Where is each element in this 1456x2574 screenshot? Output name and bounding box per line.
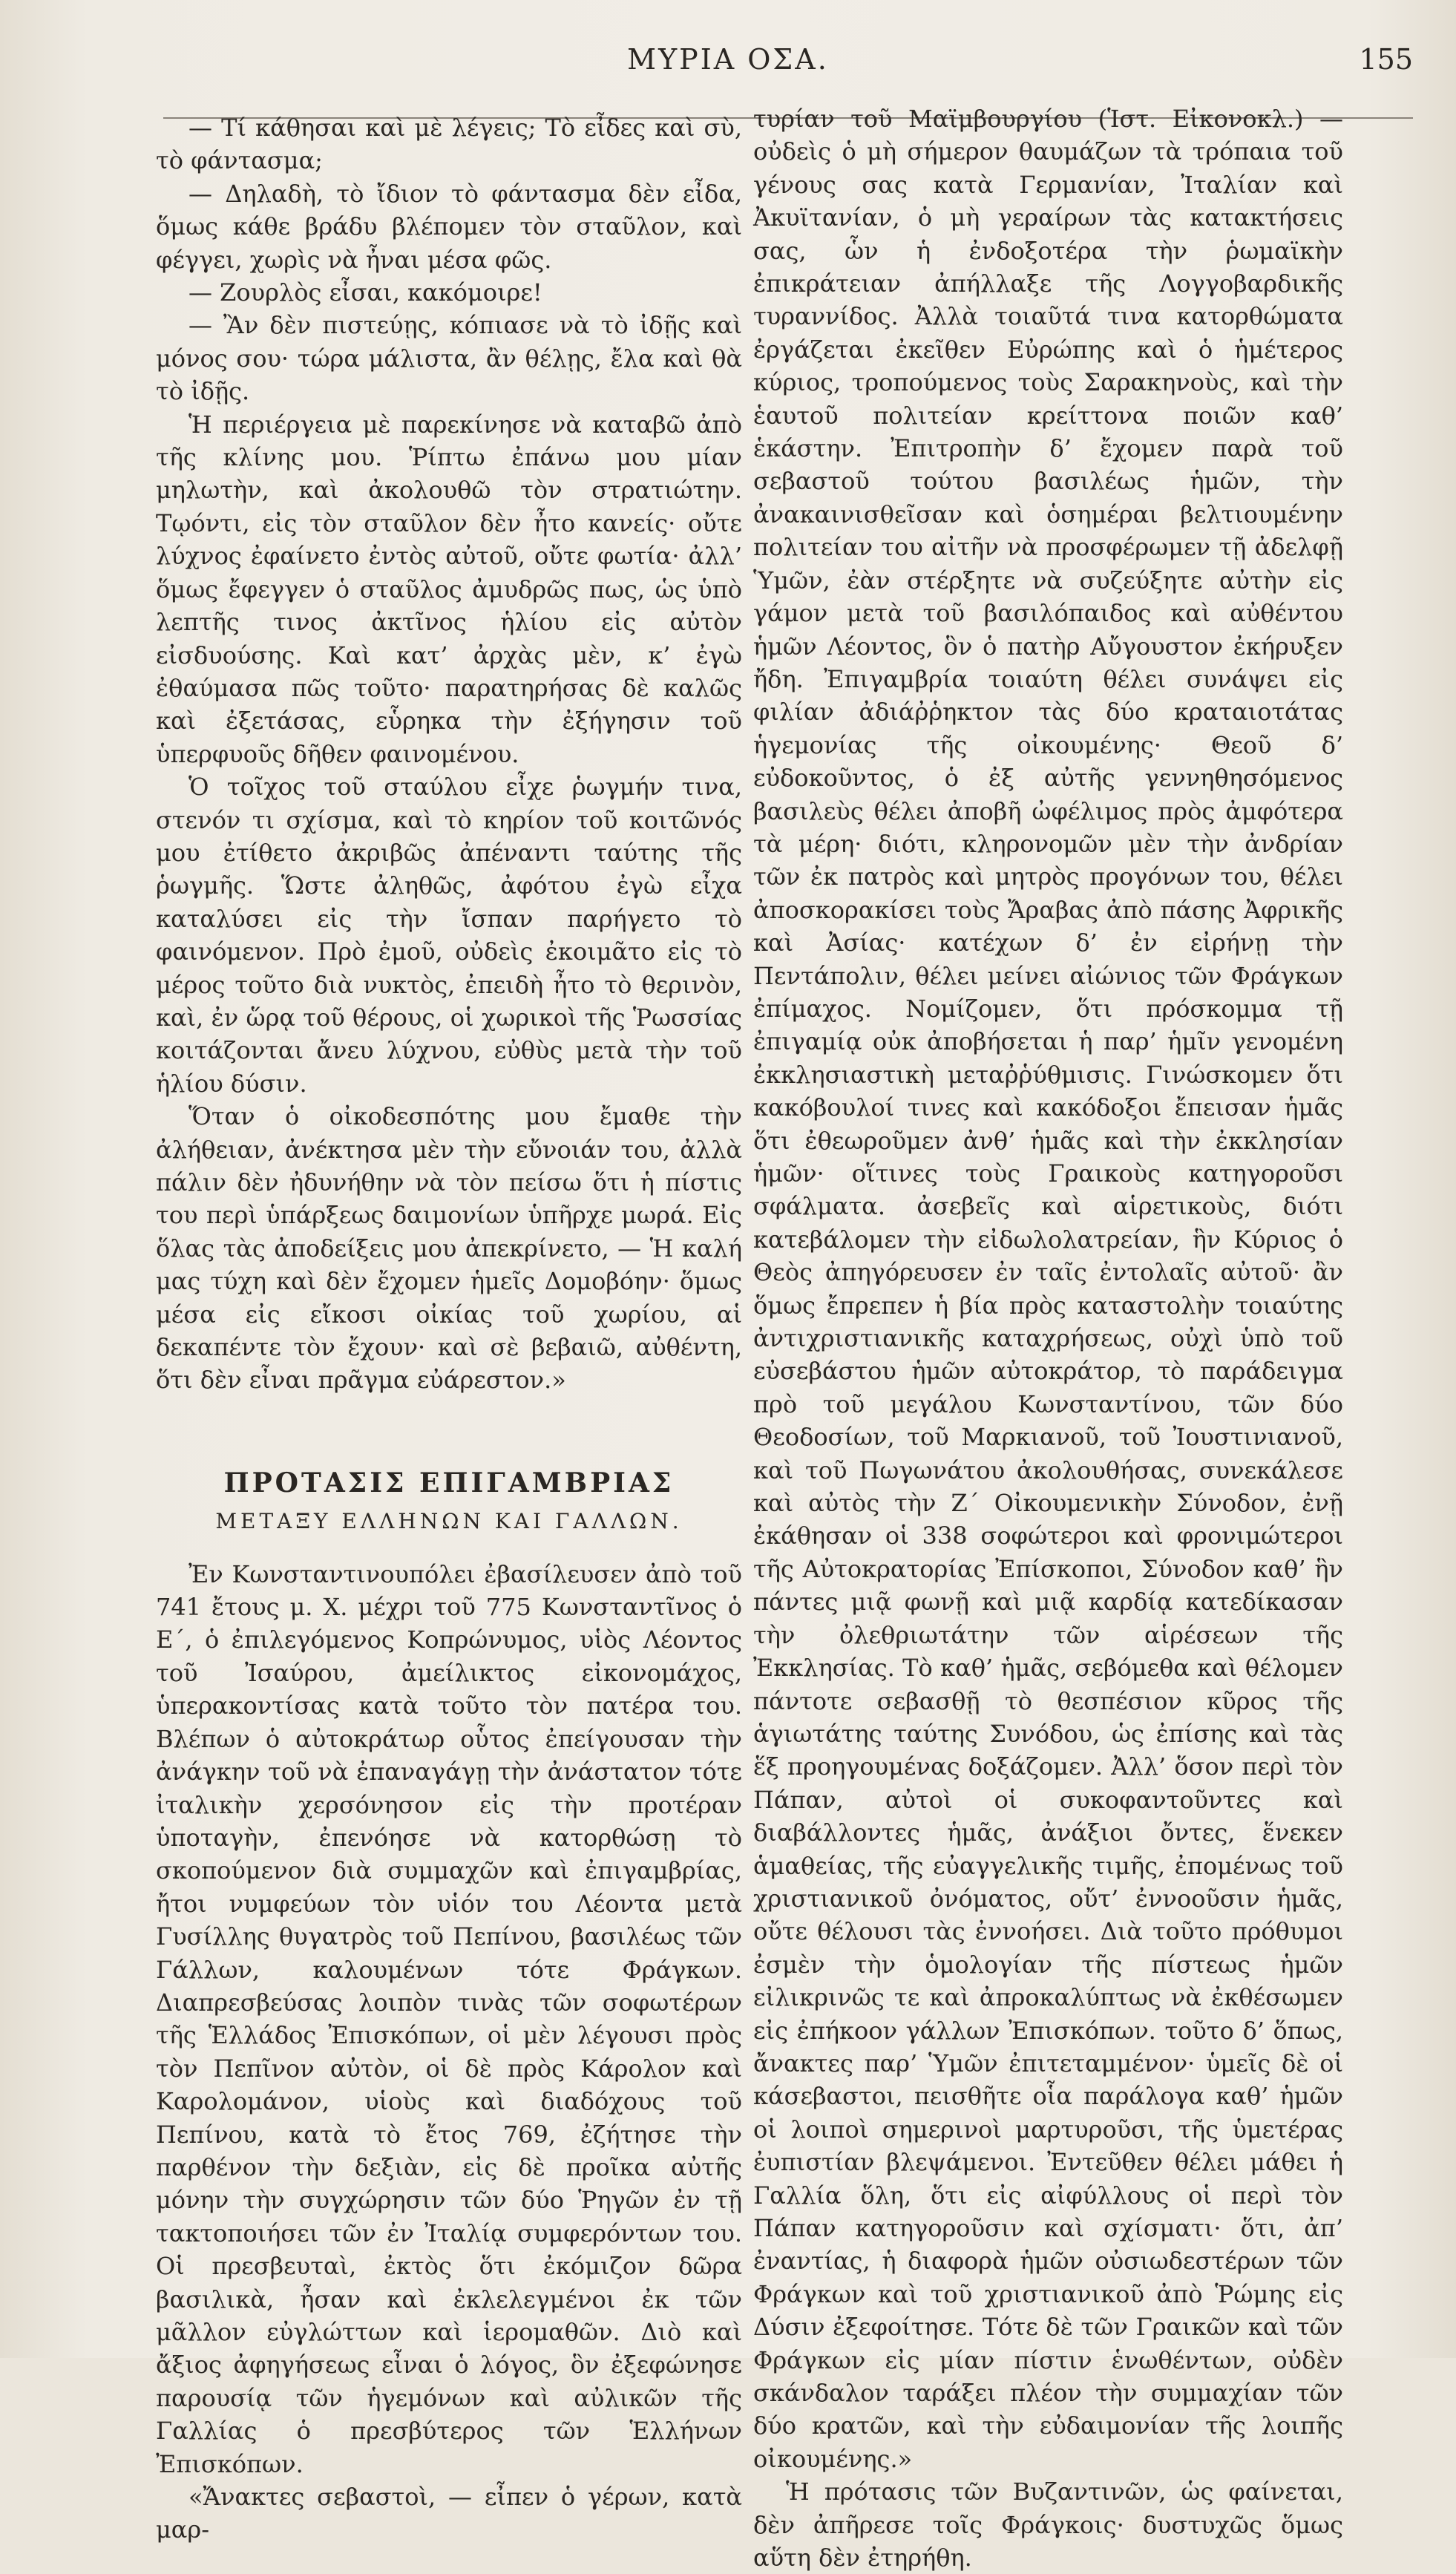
paragraph: τυρίαν τοῦ Μαϊμβουργίου (Ἱστ. Εἰκονοκλ.) — οὐδεὶς ὁ μὴ σήμερον θαυμάζων τὰ τρόπαια τοῦ γένους σας κατὰ Γερμανίαν, Ἰταλίαν καὶ Ἀκυϊτανίαν, ὁ μὴ γεραίρων τὰς κατακτήσεις σας, ὧν ἡ ἐνδοξοτέρα τὴν ῥωμαϊκὴν ἐπικράτειαν ἀπήλλαξε τῆς Λογγοβαρδικῆς τυραννίδος. Ἀλλὰ τοιαῦτά τινα κατορθώματα ἐργάζεται ἐκεῖθεν Εὐρώπης καὶ ὁ ἡμέτερος κύριος, τροπούμενος τοὺς Σαρακηνοὺς, καὶ τὴν ἑαυτοῦ πολιτείαν κρείττονα ποιῶν καθ’ ἑκάστην. Ἐπιτροπὴν δ’ ἔχομεν παρὰ τοῦ σεβαστοῦ τούτου βασιλέως ἡμῶν, τὴν ἀνακαινισθεῖσαν καὶ ὁσημέραι βελτιουμένην πολιτείαν του αἰτῆν νὰ προσφέρωμεν τῇ ἀδελφῇ Ὑμῶν, ἐὰν στέρξητε νὰ συζεύξητε αὐτὴν εἰς γάμον μετὰ τοῦ βασιλόπαιδος καὶ αὐθέντου ἡμῶν Λέοντος, ὃν ὁ πατὴρ Αὔγουστον ἐκήρυξεν ἤδη. Ἐπιγαμβρία τοιαύτη θέλει συνάψει εἰς φιλίαν ἀδιάῤῥηκτον τὰς δύο κραταιοτάτας ἡγεμονίας τῆς οἰκουμένης· Θεοῦ δ’ εὐδοκοῦντος, ὁ ἐξ αὐτῆς γεννηθησόμενος βασιλεὺς θέλει ἀποβῆ ὠφέλιμος πρὸς ἀμφότερα τὰ μέρη· διότι, κληρονομῶν μὲν τὴν ἀνδρίαν τῶν ἐκ πατρὸς καὶ μητρὸς προγόνων του, θέλει ἀποσκορακίσει τοὺς Ἄραβας ἀπὸ πάσης Ἀφρικῆς καὶ Ἀσίας· κατέχων δ’ ἐν εἰρήνῃ τὴν Πεντάπολιν, θέλει μείνει αἰώνιος τῶν Φράγκων ἐπίμαχος. Νομίζομεν, ὅτι πρόσκομμα τῇ ἐπιγαμίᾳ οὐκ ἀποβήσεται ἡ παρ’ ἡμῖν γενομένη ἐκκλησιαστικὴ μεταῤῥύθμισις. Γινώσκομεν ὅτι κακόβουλοί τινες καὶ κακόδοξοι ἔπεισαν ἡμᾶς ὅτι ἐθεωροῦμεν ἀνθ’ ἡμᾶς καὶ τὴν ἐκκλησίαν ἡμῶν· οἵτινες τοὺς Γραικοὺς κατηγοροῦσι σφάλματα. ἀσεβεῖς καὶ αἱρετικοὺς, διότι κατεβάλομεν τὴν εἰδωλολατρείαν, ἣν Κύριος ὁ Θεὸς ἀπηγόρευσεν ἐν ταῖς ἐντολαῖς αὐτοῦ· ἂν ὅμως ἔπρεπεν ἡ βία πρὸς καταστολὴν τοιαύτης ἀντιχριστιανικῆς καταχρήσεως, οὐχὶ ὑπὸ τοῦ εὐσεβάστου ἡμῶν αὐτοκράτορ, τὸ παράδειγμα πρὸ τοῦ μεγάλου Κωνσταντίνου, τῶν δύο Θεοδοσίων, τοῦ Μαρκιανοῦ, τοῦ Ἰουστινιανοῦ, καὶ τοῦ Πωγωνάτου ἀκολουθήσας, συνεκάλεσε καὶ αὐτὸς τὴν Ζ΄ Οἰκουμενικὴν Σύνοδον, ἐνῇ ἐκάθησαν οἱ 338 σοφώτεροι καὶ φρονιμώτεροι τῆς Αὐτοκρατορίας Ἐπίσκοποι, Σύνοδον καθ’ ἣν πάντες μιᾷ φωνῇ καὶ μιᾷ καρδίᾳ κατεδίκασαν τὴν ὀλεθριωτάτην τῶν αἱρέσεων τῆς Ἐκκλησίας. Τὸ καθ’ ἡμᾶς, σεβόμεθα καὶ θέλομεν πάντοτε σεβασθῇ τὸ θεσπέσιον κῦρος τῆς ἁγιωτάτης ταύτης Συνόδου, ὡς ἐπίσης καὶ τὰς ἕξ προηγουμένας δοξάζομεν. Ἀλλ’ ὅσον περὶ τὸν Πάπαν, αὐτοὶ οἱ συκοφαντοῦντες καὶ διαβάλλοντες ἡμᾶς, ἀνάξιοι ὄντες, ἕνεκεν ἁμαθείας, τῆς εὐαγγελικῆς τιμῆς, ἐπομένως τοῦ χριστιανικοῦ ὀνόματος, οὔτ’ ἐννοοῦσιν ἡμᾶς, οὔτε θέλουσι τὰς ἐννοήσει. Διὰ τοῦτο πρόθυμοι ἐσμὲν τὴν ὁμολογίαν τῆς πίστεως ἡμῶν εἰλικρινῶς τε καὶ ἀπροκαλύπτως νὰ ἐκθέσωμεν εἰς ἐπήκοον γάλλων Ἐπισκόπων. τοῦτο δ’ ὅπως, ἄνακτες παρ’ Ὑμῶν ἐπιτεταμμένον· ὑμεῖς δὲ οἱ κάσεβαστοι, πεισθῆτε οἷα παράλογα καθ’ ἡμῶν οἱ λοιποὶ σημερινοὶ μαρτυροῦσι, τῆς ὑμετέρας ἐυπιστίαν βλεψάμενοι. Ἐντεῦθεν θέλει μάθει ἡ Γαλλία ὅλη, ὅτι εἰς αἰφύλλους οἱ περὶ τὸν Πάπαν κατηγοροῦσιν καὶ σχίσματι· ὅτι, ἀπ’ ἐναντίας, ἡ διαφορὰ ἡμῶν οὐσιωδεστέρων τῶν Φράγκων καὶ τοῦ χριστιανικοῦ ἀπὸ Ῥώμης εἰς Δύσιν ἐξεφοίτησε. Τότε δὲ τῶν Γραικῶν καὶ τῶν Φράγκων εἰς μίαν πίστιν ἑνωθέντων, οὐδὲν σκάνδαλον ταράξει πλέον τὴν συμμαχίαν τῶν δύο κρατῶν, καὶ τὴν εὐδαιμονίαν τῆς λοιπῆς οἰκουμένης.» bbox=[753, 105, 1343, 2473]
page-number: 155 bbox=[1359, 43, 1413, 76]
left-column bbox=[156, 111, 742, 2547]
paragraph: «Ἄνακτες σεβαστοὶ, — εἶπεν ὁ γέρων, κατὰ μαρ- bbox=[156, 2483, 742, 2544]
paragraph: Ὁ τοῖχος τοῦ σταύλου εἶχε ῥωγμήν τινα, στενόν τι σχίσμα, καὶ τὸ κηρίον τοῦ κοιτῶνός μου ἐτίθετο ἀκριβῶς ἀπέναντι ταύτης τῆς ῥωγμῆς. Ὥστε ἀληθῶς, ἀφότου ἐγὼ εἶχα καταλύσει εἰς τὴν ἴσπαν παρήγετο τὸ φαινόμενον. Πρὸ ἐμοῦ, οὐδεὶς ἐκοιμᾶτο εἰς τὸ μέρος τοῦτο διὰ νυκτὸς, ἐπειδὴ ἦτο τὸ θερινὸν, καὶ, ἐν ὥρᾳ τοῦ θέρους, οἱ χωρικοὶ τῆς Ῥωσσίας κοιτάζονται ἄνευ λύχνου, εὐθὺς μετὰ τὴν τοῦ ἡλίου δύσιν. bbox=[156, 773, 742, 1098]
section-subtitle: ΜΕΤΑΞΥ ΕΛΛΗΝΩΝ ΚΑΙ ΓΑΛΛΩΝ. bbox=[215, 1509, 683, 1534]
paragraph: Ἐν Κωνσταντινουπόλει ἐβασίλευσεν ἀπὸ τοῦ 741 ἔτους μ. Χ. μέχρι τοῦ 775 Κωνσταντῖνος ὁ Ε΄, ὁ ἐπιλεγόμενος Κοπρώνυμος, υἱὸς Λέοντος τοῦ Ἰσαύρου, ἀμείλικτος εἰκονομάχος, ὑπερακοντίσας κατὰ τοῦτο τὸν πατέρα του. Βλέπων ὁ αὐτοκράτωρ οὗτος ἐπείγουσαν τὴν ἀνάγκην τοῦ νὰ ἐπαναγάγῃ τὴν ἀνάστατον τότε ἰταλικὴν χερσόνησον εἰς τὴν προτέραν ὑποταγὴν, ἐπενόησε νὰ κατορθώσῃ τὸ σκοπούμενον διὰ συμμαχῶν καὶ ἐπιγαμβρίας, ἤτοι νυμφεύων τὸν υἱόν του Λέοντα μετὰ Γυσίλλης θυγατρὸς τοῦ Πεπίνου, βασιλέως τῶν Γάλλων, καλουμένων τότε Φράγκων. Διαπρεσβεύσας λοιπὸν τινὰς τῶν σοφωτέρων τῆς Ἑλλάδος Ἐπισκόπων, οἱ μὲν λέγουσι πρὸς τὸν Πεπῖνον αὐτὸν, οἱ δὲ πρὸς Κάρολον καὶ Καρολομάνον, υἱοὺς καὶ διαδόχους τοῦ Πεπίνου, κατὰ τὸ ἔτος 769, ἐζήτησε τὴν παρθένον τὴν δεξιὰν, εἰς δὲ προῖκα αὐτῆς μόνην τὴν συγχώρησιν τῶν δύο Ῥηγῶν ἐν τῇ τακτοποιήσει τῶν ἐν Ἰταλίᾳ συμφερόντων του. Οἱ πρεσβευταὶ, ἐκτὸς ὅτι ἐκόμιζον δῶρα βασιλικὰ, ἦσαν καὶ ἐκλελεγμένοι ἐκ τῶν μᾶλλον εὐγλώττων καὶ ἱερομαθῶν. Διὸ καὶ ἄξιος ἀφηγήσεως εἶναι ὁ λόγος, ὃν ἐξεφώνησε παρουσίᾳ τῶν ἡγεμόνων καὶ αὐλικῶν τῆς Γαλλίας ὁ πρεσβύτερος τῶν Ἑλλήνων Ἐπισκόπων. bbox=[156, 1559, 742, 2478]
running-title: ΜΥΡΙΑ ΟΣΑ. bbox=[627, 43, 829, 76]
section-title: ΠΡΟΤΑΣΙΣ ΕΠΙΓΑΜΒΡΙΑΣ bbox=[223, 1467, 675, 1499]
paragraph: Ἡ πρότασις τῶν Βυζαντινῶν, ὡς φαίνεται, δὲν ἀπῆρεσε τοῖς Φράγκοις· δυστυχῶς ὅμως αὕτη δὲν ἐτηρήθη. bbox=[753, 2478, 1343, 2573]
paragraph: Ὅταν ὁ οἰκοδεσπότης μου ἔμαθε τὴν ἀλήθειαν, ἀνέκτησα μὲν τὴν εὔνοιάν του, ἀλλὰ πάλιν δὲν ἠδυνήθην νὰ τὸν πείσω ὅτι ἡ πίστις του περὶ ὑπάρξεως δαιμονίων ὑπῆρχε μωρά. Εἰς ὅλας τὰς ἀποδείξεις μου ἀπεκρίνετο, — Ἡ καλή μας τύχη καὶ δὲν ἔχομεν ἡμεῖς Δομοβόην· ὅμως μέσα εἰς εἴκοσι οἰκίας τοῦ χωρίου, αἱ δεκαπέντε τὸν ἔχουν· καὶ σὲ βεβαιῶ, αὐθέντη, ὅτι δὲν εἶναι πρᾶγμα εὐάρεστον.» bbox=[156, 1102, 742, 1395]
paragraph: — Ζουρλὸς εἶσαι, κακόμοιρε! bbox=[188, 278, 542, 307]
paragraph: — Δηλαδὴ, τὸ ἴδιον τὸ φάντασμα δὲν εἶδα, ὅμως κάθε βράδυ βλέπομεν τὸν σταῦλον, καὶ φέγγει, χωρὶς νὰ ἦναι μέσα φῶς. bbox=[156, 179, 742, 274]
page-header bbox=[0, 36, 1456, 88]
paragraph: — Ἂν δὲν πιστεύῃς, κόπιασε νὰ τὸ ἰδῇς καὶ μόνος σου· τώρα μάλιστα, ἂν θέλῃς, ἔλα καὶ θὰ τὸ ἰδῇς. bbox=[156, 311, 742, 406]
paragraph: Ἡ περιέργεια μὲ παρεκίνησε νὰ καταβῶ ἀπὸ τῆς κλίνης μου. Ῥίπτω ἐπάνω μου μίαν μηλωτὴν, καὶ ἀκολουθῶ τὸν στρατιώτην. Τῳόντι, εἰς τὸν σταῦλον δὲν ἦτο κανείς· οὔτε λύχνος ἐφαίνετο ἐντὸς αὐτοῦ, οὔτε φωτία· ἀλλ’ ὅμως ἔφεγγεν ὁ σταῦλος ἀμυδρῶς πως, ὡς ὑπὸ λεπτῆς τινος ἀκτῖνος ἡλίου εἰς αὐτὸν εἰσδυούσης. Καὶ κατ’ ἀρχὰς μὲν, κ’ ἐγὼ ἐθαύμασα πῶς τοῦτο· παρατηρήσας δὲ καλῶς καὶ ἐξετάσας, εὗρηκα τὴν ἐξήγησιν τοῦ ὑπερφυοῦς δῆθεν φαινομένου. bbox=[156, 410, 742, 768]
right-column bbox=[753, 102, 1343, 2574]
paragraph: — Τί κάθησαι καὶ μὲ λέγεις; Τὸ εἶδες καὶ σὺ, τὸ φάντασμα; bbox=[156, 114, 742, 175]
